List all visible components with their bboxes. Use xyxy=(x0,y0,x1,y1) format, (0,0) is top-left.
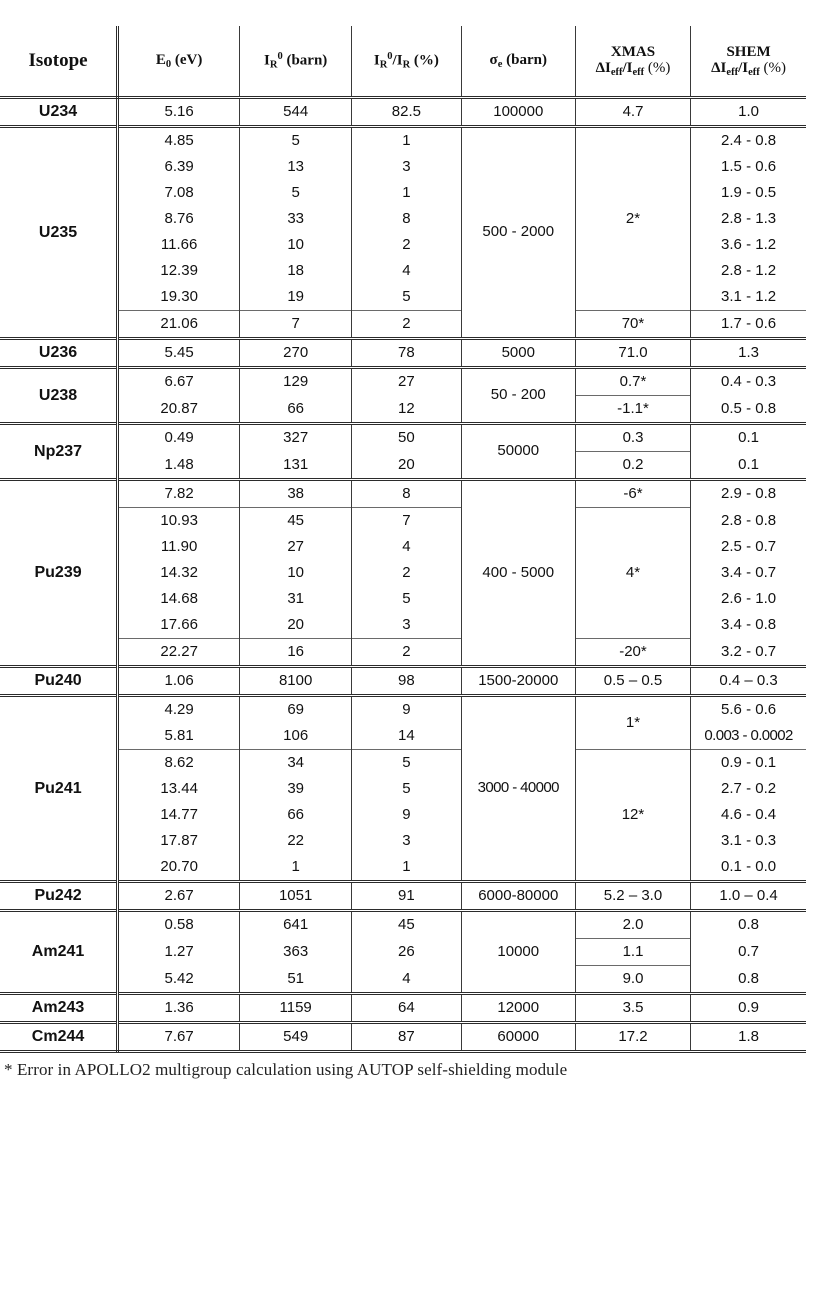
cell-e0: 6.67 xyxy=(118,368,240,396)
cell-e0: 1.48 xyxy=(118,452,240,480)
cell-ir0: 10 xyxy=(240,232,352,258)
cell-ratio: 1 xyxy=(352,854,462,882)
cell-ratio: 9 xyxy=(352,696,462,724)
cell-xmas: 4* xyxy=(575,508,690,639)
cell-shem: 2.8 - 1.3 xyxy=(691,206,806,232)
cell-ratio: 5 xyxy=(352,776,462,802)
cell-shem: 0.1 xyxy=(691,452,806,480)
header-xmas-sub: $\Delta I_{eff}/I_{eff}$ (%) xyxy=(595,60,671,78)
cell-shem: 2.5 - 0.7 xyxy=(691,534,806,560)
cell-shem: 0.4 - 0.3 xyxy=(691,368,806,396)
cell-ratio: 12 xyxy=(352,396,462,424)
cell-ratio: 3 xyxy=(352,154,462,180)
cell-ratio: 4 xyxy=(352,258,462,284)
cell-xmas: 0.2 xyxy=(575,452,690,480)
cell-ir0: 66 xyxy=(240,396,352,424)
cell-e0: 6.39 xyxy=(118,154,240,180)
cell-sigma-e: 10000 xyxy=(461,911,575,994)
cell-xmas: -20* xyxy=(575,639,690,667)
cell-e0: 0.58 xyxy=(118,911,240,939)
cell-shem: 3.4 - 0.8 xyxy=(691,612,806,639)
cell-sigma-e: 500 - 2000 xyxy=(461,127,575,339)
cell-xmas: 0.3 xyxy=(575,424,690,452)
cell-ir0: 27 xyxy=(240,534,352,560)
cell-ir0: 549 xyxy=(240,1023,352,1052)
cell-ir0: 270 xyxy=(240,339,352,368)
column-header-isotope xyxy=(0,26,118,98)
isotope-label: U235 xyxy=(0,127,118,339)
table-row xyxy=(0,98,806,127)
cell-shem: 0.7 xyxy=(691,939,806,966)
table-row xyxy=(0,939,806,966)
cell-sigma-e: 400 - 5000 xyxy=(461,480,575,667)
cell-e0: 5.16 xyxy=(118,98,240,127)
cell-ratio: 8 xyxy=(352,206,462,232)
cell-shem: 2.7 - 0.2 xyxy=(691,776,806,802)
cell-ratio: 7 xyxy=(352,508,462,535)
cell-ir0: 31 xyxy=(240,586,352,612)
cell-e0: 14.77 xyxy=(118,802,240,828)
cell-e0: 14.68 xyxy=(118,586,240,612)
cell-e0: 4.29 xyxy=(118,696,240,724)
cell-ir0: 69 xyxy=(240,696,352,724)
cell-xmas: 3.5 xyxy=(575,994,690,1023)
cell-shem: 0.9 xyxy=(691,994,806,1023)
table-sheet xyxy=(0,26,820,1290)
cell-e0: 0.49 xyxy=(118,424,240,452)
cell-ratio: 78 xyxy=(352,339,462,368)
isotope-label: Am243 xyxy=(0,994,118,1023)
table-row xyxy=(0,452,806,480)
cell-ratio: 4 xyxy=(352,534,462,560)
cell-shem: 1.5 - 0.6 xyxy=(691,154,806,180)
cell-ir0: 18 xyxy=(240,258,352,284)
isotope-label: Cm244 xyxy=(0,1023,118,1052)
cell-ratio: 8 xyxy=(352,480,462,508)
isotope-label: U236 xyxy=(0,339,118,368)
cell-shem: 4.6 - 0.4 xyxy=(691,802,806,828)
cell-ratio: 3 xyxy=(352,612,462,639)
isotope-resonance-table xyxy=(0,26,806,1053)
cell-shem: 3.1 - 1.2 xyxy=(691,284,806,311)
cell-shem: 0.1 - 0.0 xyxy=(691,854,806,882)
cell-xmas: 0.5 – 0.5 xyxy=(575,667,690,696)
cell-xmas: 9.0 xyxy=(575,966,690,994)
cell-shem: 0.9 - 0.1 xyxy=(691,750,806,777)
cell-xmas: 4.7 xyxy=(575,98,690,127)
cell-ir0: 8100 xyxy=(240,667,352,696)
cell-xmas: 12* xyxy=(575,750,690,882)
cell-sigma-e: 50 - 200 xyxy=(461,368,575,424)
cell-e0: 11.90 xyxy=(118,534,240,560)
header-shem-title: SHEM xyxy=(726,43,771,60)
table-row xyxy=(0,424,806,452)
column-header-ir0 xyxy=(240,26,352,98)
cell-ratio: 14 xyxy=(352,723,462,750)
cell-ir0: 641 xyxy=(240,911,352,939)
cell-e0: 8.76 xyxy=(118,206,240,232)
column-header-xmas xyxy=(575,26,690,98)
cell-e0: 7.67 xyxy=(118,1023,240,1052)
cell-e0: 5.45 xyxy=(118,339,240,368)
cell-ratio: 9 xyxy=(352,802,462,828)
cell-ir0: 19 xyxy=(240,284,352,311)
cell-ratio: 50 xyxy=(352,424,462,452)
column-header-e0 xyxy=(118,26,240,98)
table-row xyxy=(0,396,806,424)
table-body xyxy=(0,98,806,1052)
cell-e0: 13.44 xyxy=(118,776,240,802)
isotope-label: Pu239 xyxy=(0,480,118,667)
cell-ratio: 2 xyxy=(352,311,462,339)
cell-sigma-e: 50000 xyxy=(461,424,575,480)
cell-ratio: 2 xyxy=(352,232,462,258)
table-row xyxy=(0,508,806,535)
table-footnote: * Error in APOLLO2 multigroup calculation using AUTOP self-shielding module xyxy=(4,1060,568,1079)
cell-e0: 7.82 xyxy=(118,480,240,508)
cell-ir0: 131 xyxy=(240,452,352,480)
cell-shem: 1.0 – 0.4 xyxy=(691,882,806,911)
cell-e0: 20.70 xyxy=(118,854,240,882)
cell-shem: 3.1 - 0.3 xyxy=(691,828,806,854)
header-xmas-title: XMAS xyxy=(610,43,656,60)
cell-shem: 2.4 - 0.8 xyxy=(691,127,806,155)
cell-e0: 2.67 xyxy=(118,882,240,911)
cell-shem: 1.7 - 0.6 xyxy=(691,311,806,339)
cell-e0: 4.85 xyxy=(118,127,240,155)
table-row xyxy=(0,1023,806,1052)
cell-xmas: 1.1 xyxy=(575,939,690,966)
cell-ratio: 45 xyxy=(352,911,462,939)
cell-ir0: 22 xyxy=(240,828,352,854)
cell-sigma-e: 5000 xyxy=(461,339,575,368)
table-row xyxy=(0,311,806,339)
cell-ir0: 33 xyxy=(240,206,352,232)
cell-ratio: 5 xyxy=(352,750,462,777)
cell-xmas: 70* xyxy=(575,311,690,339)
cell-e0: 21.06 xyxy=(118,311,240,339)
cell-e0: 17.87 xyxy=(118,828,240,854)
cell-ratio: 64 xyxy=(352,994,462,1023)
cell-shem: 1.0 xyxy=(691,98,806,127)
cell-e0: 1.06 xyxy=(118,667,240,696)
cell-e0: 1.27 xyxy=(118,939,240,966)
cell-shem: 1.8 xyxy=(691,1023,806,1052)
cell-ratio: 26 xyxy=(352,939,462,966)
table-row xyxy=(0,339,806,368)
cell-shem: 2.8 - 0.8 xyxy=(691,508,806,535)
cell-ratio: 91 xyxy=(352,882,462,911)
cell-ratio: 3 xyxy=(352,828,462,854)
table-row xyxy=(0,750,806,777)
cell-e0: 5.81 xyxy=(118,723,240,750)
cell-ir0: 1051 xyxy=(240,882,352,911)
cell-shem: 0.003 - 0.0002 xyxy=(691,723,806,750)
cell-ratio: 2 xyxy=(352,560,462,586)
table-row xyxy=(0,994,806,1023)
cell-sigma-e: 60000 xyxy=(461,1023,575,1052)
cell-xmas: -6* xyxy=(575,480,690,508)
cell-ir0: 45 xyxy=(240,508,352,535)
cell-e0: 11.66 xyxy=(118,232,240,258)
table-row xyxy=(0,966,806,994)
cell-ir0: 7 xyxy=(240,311,352,339)
cell-e0: 17.66 xyxy=(118,612,240,639)
cell-e0: 22.27 xyxy=(118,639,240,667)
cell-ratio: 27 xyxy=(352,368,462,396)
isotope-label: Np237 xyxy=(0,424,118,480)
cell-sigma-e: 6000-80000 xyxy=(461,882,575,911)
cell-ir0: 106 xyxy=(240,723,352,750)
cell-e0: 8.62 xyxy=(118,750,240,777)
cell-ir0: 327 xyxy=(240,424,352,452)
cell-ir0: 5 xyxy=(240,127,352,155)
cell-e0: 1.36 xyxy=(118,994,240,1023)
isotope-label: Pu240 xyxy=(0,667,118,696)
cell-ratio: 2 xyxy=(352,639,462,667)
table-row xyxy=(0,368,806,396)
cell-shem: 3.2 - 0.7 xyxy=(691,639,806,667)
table-row xyxy=(0,667,806,696)
cell-ir0: 16 xyxy=(240,639,352,667)
cell-xmas: 0.7* xyxy=(575,368,690,396)
cell-xmas: 71.0 xyxy=(575,339,690,368)
table-row xyxy=(0,639,806,667)
cell-ratio: 5 xyxy=(352,586,462,612)
cell-xmas: 5.2 – 3.0 xyxy=(575,882,690,911)
cell-ratio: 4 xyxy=(352,966,462,994)
cell-sigma-e: 1500-20000 xyxy=(461,667,575,696)
cell-sigma-e: 3000 - 40000 xyxy=(461,696,575,882)
cell-ir0: 5 xyxy=(240,180,352,206)
cell-shem: 0.4 – 0.3 xyxy=(691,667,806,696)
cell-ir0: 10 xyxy=(240,560,352,586)
table-row xyxy=(0,127,806,155)
cell-e0: 5.42 xyxy=(118,966,240,994)
cell-shem: 1.3 xyxy=(691,339,806,368)
cell-ir0: 39 xyxy=(240,776,352,802)
table-row xyxy=(0,882,806,911)
header-shem-sub: $\Delta I_{eff}/I_{eff}$ (%) xyxy=(711,60,786,78)
cell-ratio: 82.5 xyxy=(352,98,462,127)
cell-ir0: 363 xyxy=(240,939,352,966)
cell-ratio: 87 xyxy=(352,1023,462,1052)
cell-ratio: 1 xyxy=(352,127,462,155)
cell-xmas: 2* xyxy=(575,127,690,311)
header-isotope-label: Isotope xyxy=(28,49,88,71)
cell-sigma-e: 12000 xyxy=(461,994,575,1023)
cell-shem: 2.9 - 0.8 xyxy=(691,480,806,508)
cell-e0: 14.32 xyxy=(118,560,240,586)
header-ir0-label: $I_R^0$ (barn) xyxy=(264,51,328,71)
cell-ir0: 20 xyxy=(240,612,352,639)
cell-shem: 0.1 xyxy=(691,424,806,452)
cell-ir0: 1159 xyxy=(240,994,352,1023)
cell-ir0: 544 xyxy=(240,98,352,127)
cell-e0: 19.30 xyxy=(118,284,240,311)
isotope-label: U234 xyxy=(0,98,118,127)
cell-e0: 12.39 xyxy=(118,258,240,284)
cell-ir0: 38 xyxy=(240,480,352,508)
cell-ir0: 1 xyxy=(240,854,352,882)
table-header xyxy=(0,26,806,98)
isotope-label: Am241 xyxy=(0,911,118,994)
column-header-shem xyxy=(691,26,806,98)
cell-xmas: 1* xyxy=(575,696,690,750)
cell-shem: 3.4 - 0.7 xyxy=(691,560,806,586)
header-e0-label: $E_0$ (eV) xyxy=(155,51,203,70)
cell-shem: 0.8 xyxy=(691,966,806,994)
cell-e0: 7.08 xyxy=(118,180,240,206)
cell-xmas: 2.0 xyxy=(575,911,690,939)
table-row xyxy=(0,696,806,724)
cell-ratio: 5 xyxy=(352,284,462,311)
table-row xyxy=(0,911,806,939)
cell-xmas: -1.1* xyxy=(575,396,690,424)
cell-shem: 0.5 - 0.8 xyxy=(691,396,806,424)
cell-shem: 0.8 xyxy=(691,911,806,939)
cell-ratio: 20 xyxy=(352,452,462,480)
cell-ir0: 51 xyxy=(240,966,352,994)
cell-shem: 1.9 - 0.5 xyxy=(691,180,806,206)
isotope-label: Pu242 xyxy=(0,882,118,911)
isotope-label: Pu241 xyxy=(0,696,118,882)
cell-shem: 3.6 - 1.2 xyxy=(691,232,806,258)
cell-ratio: 1 xyxy=(352,180,462,206)
cell-shem: 2.6 - 1.0 xyxy=(691,586,806,612)
header-row xyxy=(0,26,806,98)
table-row xyxy=(0,480,806,508)
header-sigma-label: $\sigma_e$ (barn) xyxy=(489,51,547,70)
cell-xmas: 17.2 xyxy=(575,1023,690,1052)
cell-e0: 20.87 xyxy=(118,396,240,424)
isotope-label: U238 xyxy=(0,368,118,424)
cell-sigma-e: 100000 xyxy=(461,98,575,127)
cell-ir0: 13 xyxy=(240,154,352,180)
cell-e0: 10.93 xyxy=(118,508,240,535)
cell-ir0: 34 xyxy=(240,750,352,777)
column-header-sigma-e xyxy=(461,26,575,98)
column-header-ir-ratio xyxy=(352,26,462,98)
cell-ratio: 98 xyxy=(352,667,462,696)
cell-shem: 2.8 - 1.2 xyxy=(691,258,806,284)
cell-ir0: 66 xyxy=(240,802,352,828)
cell-shem: 5.6 - 0.6 xyxy=(691,696,806,724)
cell-ir0: 129 xyxy=(240,368,352,396)
header-ratio-label: $I_R^0/I_R$ (%) xyxy=(373,51,439,71)
